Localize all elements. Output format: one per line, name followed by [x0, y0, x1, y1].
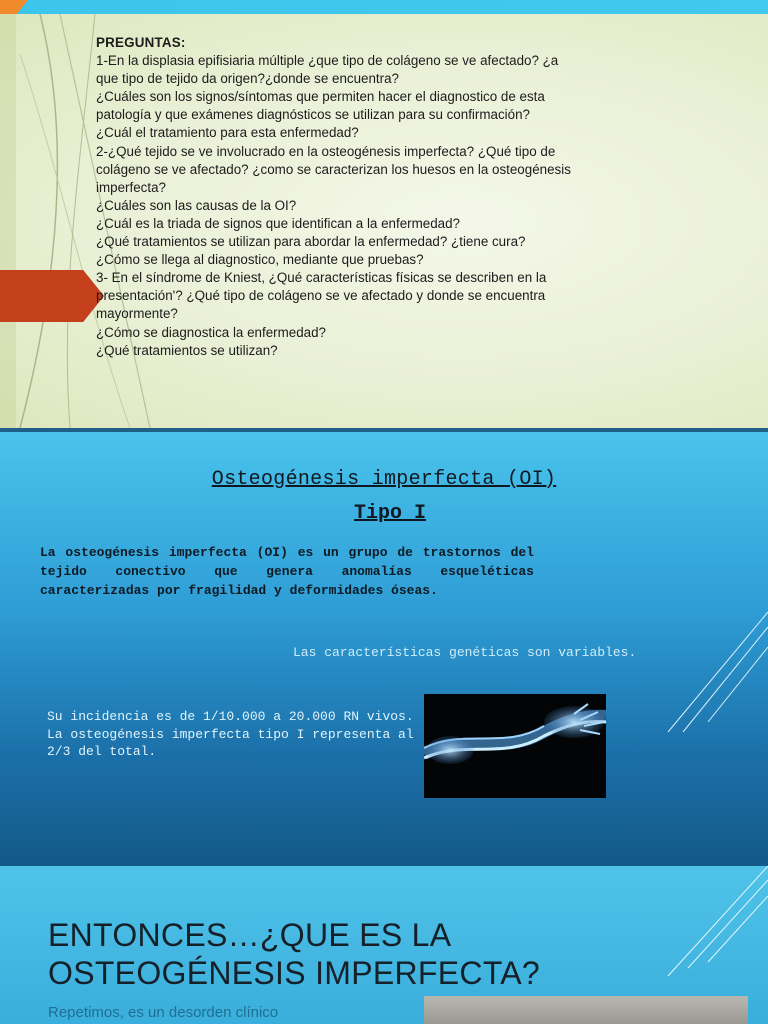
- question-line: ¿Cómo se llega al diagnostico, mediante que pruebas?: [96, 252, 424, 268]
- question-line: mayormente?: [96, 306, 178, 322]
- slide-subtitle: Tipo I: [353, 502, 426, 525]
- slide-oi-tipo-1: [0, 432, 768, 866]
- question-line: presentación'? ¿Qué tipo de colágeno se ve afectado y donde se encuentra: [96, 288, 546, 304]
- slide-heading: [48, 916, 688, 992]
- questions-block: [96, 34, 696, 360]
- question-line: ¿Qué tratamientos se utilizan?: [96, 342, 278, 358]
- top-strip: [0, 0, 768, 14]
- incidence-text: Su incidencia es de 1/10.000 a 20.000 RN vivos. La osteogénesis imperfecta tipo I representa al 2/3 del total.: [47, 709, 414, 759]
- orange-corner-decoration: [0, 0, 28, 14]
- heading-line: OSTEOGÉNESIS IMPERFECTA?: [48, 955, 541, 991]
- diagonal-lines-decoration: [648, 432, 768, 866]
- question-line: imperfecta?: [96, 179, 166, 195]
- slide-preguntas: [0, 14, 768, 428]
- question-line: patología y que exámenes diagnósticos se utilizan para su confirmación?: [96, 107, 530, 123]
- heading-line: ENTONCES…¿QUE ES LA: [48, 917, 452, 953]
- toolbar-dots-icon: [692, 3, 752, 9]
- questions-title: PREGUNTAS:: [96, 35, 186, 50]
- question-line: ¿Cuáles son los signos/síntomas que permiten hacer el diagnostico de esta: [96, 89, 545, 105]
- question-line: ¿Qué tratamientos se utilizan para abordar la enfermedad? ¿tiene cura?: [96, 234, 526, 250]
- question-line: ¿Cuál es la triada de signos que identifican a la enfermedad?: [96, 215, 461, 231]
- question-line: que tipo de tejido da origen?¿donde se encuentra?: [96, 71, 400, 87]
- genetics-note: Las características genéticas son variables.: [293, 645, 637, 660]
- definition-paragraph: La osteogénesis imperfecta (OI) es un grupo de trastornos del tejido conectivo que genera anomalías esqueléticas caracterizadas por fragilidad y deformidades óseas.: [40, 545, 534, 598]
- question-line: 1-En la displasia epifisiaria múltiple ¿que tipo de colágeno se ve afectado? ¿a: [96, 53, 559, 69]
- slide-title: Osteogénesis imperfecta (OI): [211, 468, 557, 491]
- xray-arm-image: [424, 694, 606, 798]
- question-line: ¿Cuál el tratamiento para esta enfermedad?: [96, 125, 359, 141]
- question-line: ¿Cuáles son las causas de la OI?: [96, 197, 297, 213]
- red-arrow-tab: [0, 270, 104, 322]
- slide-image: [424, 996, 748, 1024]
- question-line: 3- En el síndrome de Kniest, ¿Qué características físicas se describen en la: [96, 270, 547, 286]
- slide-que-es-oi: [0, 866, 768, 1024]
- question-line: ¿Cómo se diagnostica la enfermedad?: [96, 324, 327, 340]
- slide-subtext: Repetimos, es un desorden clínico: [48, 1004, 279, 1021]
- question-line: 2-¿Qué tejido se ve involucrado en la osteogénesis imperfecta? ¿Qué tipo de: [96, 143, 556, 159]
- question-line: colágeno se ve afectado? ¿como se caracterizan los huesos en la osteogénesis: [96, 161, 571, 177]
